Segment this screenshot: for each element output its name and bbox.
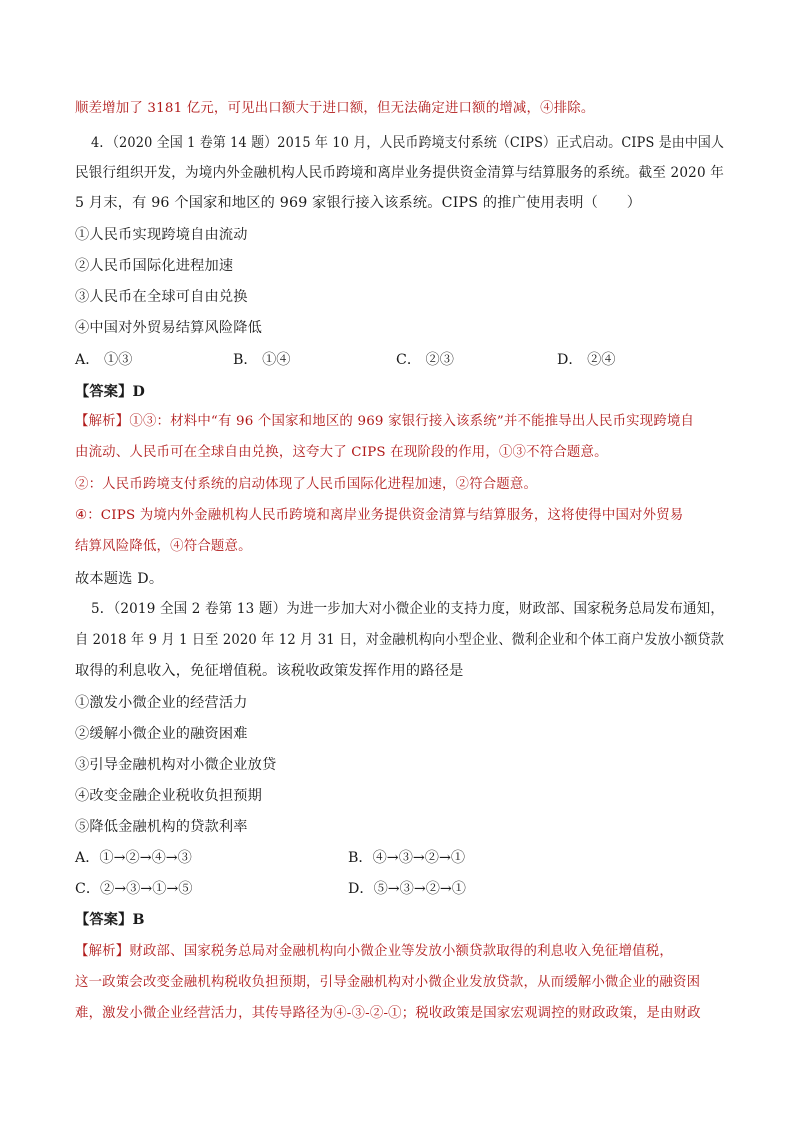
- q4-analysis-line-3: ②：人民币跨境支付系统的启动体现了人民币国际化进程加速，②符合题意。: [75, 477, 538, 492]
- q4-option-d: D． ②④: [557, 352, 616, 368]
- q4-analysis-line-2: 由流动、人民币可在全球自由兑换，这夸大了 CIPS 在现阶段的作用，①③不符合题意。: [75, 445, 608, 460]
- q5-item-2: ②缓解小微企业的融资困难: [75, 726, 248, 742]
- q4-item-4: ④中国对外贸易结算风险降低: [75, 320, 263, 336]
- q5-analysis-line-3: 难，激发小微企业经营活力，其传导路径为④-③-②-①；税收政策是国家宏观调控的财政政策，是由财政: [75, 1006, 701, 1021]
- q4-analysis-line-4: ④：CIPS 为境内外金融机构人民币跨境和离岸业务提供资金清算与结算服务，这将使得中国对外贸易: [75, 508, 684, 523]
- q5-option-c: C．②→③→①→⑤: [75, 881, 193, 897]
- q5-item-1: ①激发小微企业的经营活力: [75, 695, 248, 711]
- q5-option-a: A．①→②→④→③: [75, 850, 192, 866]
- q5-option-d: D．⑤→③→②→①: [348, 881, 466, 897]
- q4-answer: 【答案】D: [75, 384, 146, 400]
- q4-item-3: ③人民币在全球可自由兑换: [75, 289, 248, 305]
- q5-stem-line-2: 自 2018 年 9 月 1 日至 2020 年 12 月 31 日，对金融机构向小型企业、微利企业和个体工商户发放小额贷款: [75, 632, 724, 648]
- q4-option-b: B． ①④: [233, 352, 291, 368]
- q4-option-c: C． ②③: [396, 352, 454, 368]
- q4-stem-line-1: 4．（2020 全国 1 卷第 14 题）2015 年 10 月，人民币跨境支付系统（CIPS）正式启动。CIPS 是由中国人: [91, 135, 725, 151]
- continuation-line: 顺差增加了 3181 亿元，可见出口额大于进口额，但无法确定进口额的增减，④排除。: [75, 101, 595, 116]
- q5-analysis-line-2: 这一政策会改变金融机构税收负担预期，引导金融机构对小微企业发放贷款，从而缓解小微企业的融资困: [75, 975, 701, 990]
- q5-item-3: ③引导金融机构对小微企业放贷: [75, 757, 277, 773]
- q5-option-b: B．④→③→②→①: [348, 850, 466, 866]
- q4-item-2: ②人民币国际化进程加速: [75, 258, 234, 274]
- q5-stem-line-3: 取得的利息收入，免征增值税。该税收政策发挥作用的路径是: [75, 663, 464, 679]
- q4-stem-line-2: 民银行组织开发，为境内外金融机构人民币跨境和离岸业务提供资金清算与结算服务的系统。截至 2020 年: [75, 165, 725, 181]
- q5-item-5: ⑤降低金融机构的贷款利率: [75, 819, 248, 835]
- q5-stem-line-1: 5．（2019 全国 2 卷第 13 题）为进一步加大对小微企业的支持力度，财政部、国家税务总局发布通知，: [91, 601, 725, 617]
- q4-stem-line-3: 5 月末，有 96 个国家和地区的 969 家银行接入该系统。CIPS 的推广使用表明（ ）: [75, 195, 642, 211]
- q5-item-4: ④改变金融企业税收负担预期: [75, 788, 263, 804]
- q4-option-a: A． ①③: [75, 352, 133, 368]
- q4-conclusion: 故本题选 D。: [75, 571, 164, 587]
- q5-answer: 【答案】B: [75, 912, 145, 928]
- q4-item-1: ①人民币实现跨境自由流动: [75, 227, 248, 243]
- q4-analysis-line-5: 结算风险降低，④符合题意。: [75, 539, 252, 554]
- q5-analysis-line-1: 【解析】财政部、国家税务总局对金融机构向小微企业等发放小额贷款取得的利息收入免征增值税，: [75, 944, 673, 959]
- q4-analysis-line-1: 【解析】①③：材料中“有 96 个国家和地区的 969 家银行接入该系统”并不能推导出人民币实现跨境自: [75, 414, 695, 429]
